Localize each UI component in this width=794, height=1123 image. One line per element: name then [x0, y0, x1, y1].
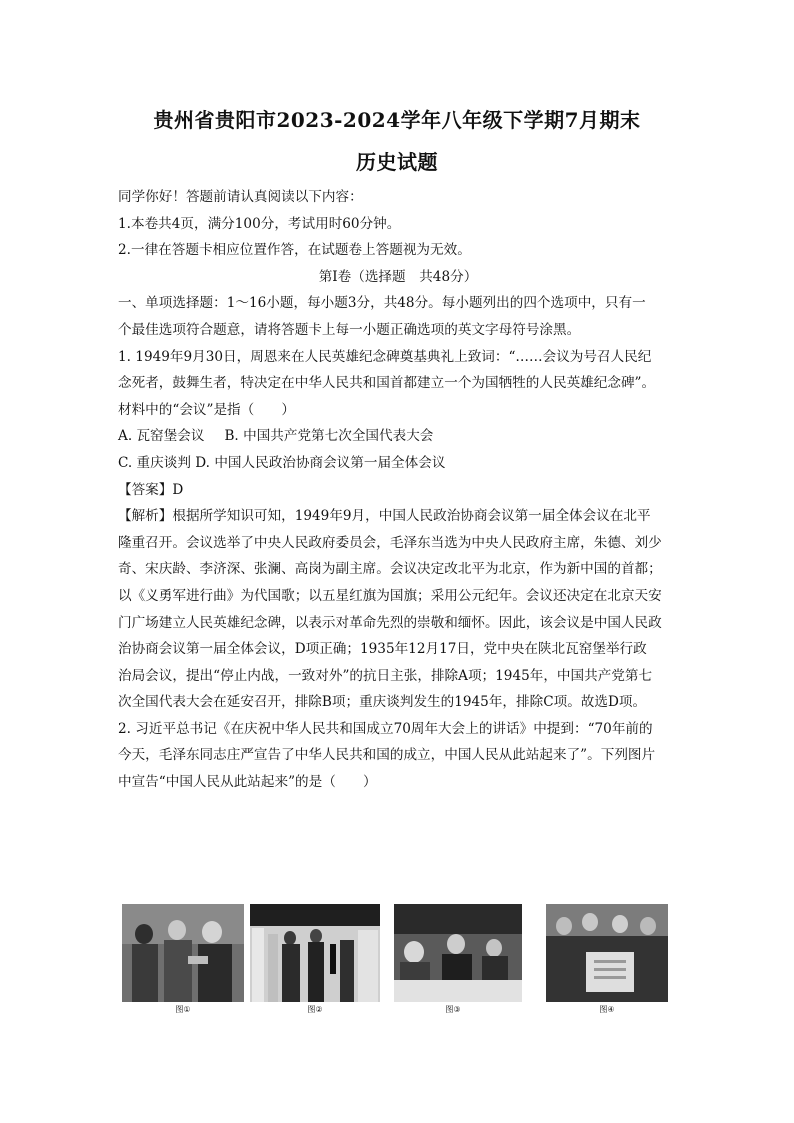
figure-caption-3: 图③	[445, 1005, 461, 1014]
analysis-line: 【解析】根据所学知识可知，1949年9月，中国人民政治协商会议第一届全体会议在北平	[118, 508, 651, 525]
figure-caption-2: 图②	[307, 1005, 323, 1014]
section-instructions-line1: 一、单项选择题：1～16小题，每小题3分，共48分。每小题列出的四个选项中，只有一	[118, 295, 646, 312]
answer-line: 【答案】D	[118, 481, 184, 498]
photo-4	[546, 904, 668, 1002]
analysis-line: 治协商会议第一届全体会议，D项正确；1935年12月17日，党中央在陕北瓦窑堡举行政	[118, 641, 647, 658]
option-d: D. 中国人民政治协商会议第一届全体会议	[195, 454, 446, 471]
photo-1	[122, 904, 244, 1002]
options-row-1	[118, 423, 678, 450]
instruction-1: 1.本卷共4页，满分100分，考试用时60分钟。	[118, 215, 401, 232]
question-2-line2: 今天，毛泽东同志庄严宣告了中华人民共和国的成立，中国人民从此站起来了”。下列图片	[118, 747, 656, 764]
options-row-2	[118, 450, 678, 477]
analysis-line: 隆重召开。会议选举了中央人民政府委员会，毛泽东当选为中央人民政府主席，朱德、刘少	[118, 534, 662, 551]
option-a: A. 瓦窑堡会议	[118, 428, 205, 445]
photo-2	[250, 904, 380, 1002]
figure-caption-1: 图①	[175, 1005, 191, 1014]
greeting-line: 同学你好！答题前请认真阅读以下内容：	[118, 189, 363, 205]
analysis-line: 治局会议，提出“停止内战，一致对外”的抗日主张，排除A项；1945年，中国共产党第七	[118, 667, 653, 684]
question-2-line1: 2. 习近平总书记《在庆祝中华人民共和国成立70周年大会上的讲话》中提到：“70年前的	[118, 720, 653, 737]
question-1-line2: 念死者，鼓舞生者，特决定在中华人民共和国首都建立一个为国牺牲的人民英雄纪念碑”。	[118, 375, 656, 392]
analysis-line: 以《义勇军进行曲》为代国歌；以五星红旗为国旗；采用公元纪年。会议还决定在北京天安	[118, 587, 662, 604]
analysis-line: 次全国代表大会在延安召开，排除B项；重庆谈判发生的1945年，排除C项。故选D项。	[118, 694, 647, 711]
analysis-line: 门广场建立人民英雄纪念碑，以表示对革命先烈的崇敬和缅怀。因此，该会议是中国人民政	[118, 614, 662, 631]
option-c: C. 重庆谈判	[118, 454, 191, 471]
photo-figures	[122, 904, 668, 1016]
question-1-line3: 材料中的“会议”是指（ ）	[118, 401, 296, 418]
section-heading: 第Ⅰ卷（选择题 共48分）	[318, 268, 478, 285]
option-b: B. 中国共产党第七次全国代表大会	[224, 428, 434, 445]
section-instructions-line2: 个最佳选项符合题意，请将答题卡上每一小题正确选项的英文字母符号涂黑。	[118, 321, 581, 338]
exam-subtitle: 历史试题	[356, 150, 438, 174]
exam-body	[118, 184, 678, 796]
analysis-line: 奇、宋庆龄、李济深、张澜、高岗为副主席。会议决定改北平为北京，作为新中国的首都；	[118, 561, 662, 578]
question-1-line1: 1. 1949年9月30日，周恩来在人民英雄纪念碑奠基典礼上致词：“……会议为号召人民纪	[118, 348, 652, 365]
question-2-line3: 中宣告“中国人民从此站起来”的是（ ）	[118, 774, 377, 791]
exam-title: 贵州省贵阳市2023-2024学年八年级下学期7月期末	[153, 108, 641, 132]
instruction-2: 2.一律在答题卡相应位置作答，在试题卷上答题视为无效。	[118, 242, 471, 259]
figure-caption-4: 图④	[599, 1005, 615, 1014]
photo-3	[394, 904, 522, 1002]
